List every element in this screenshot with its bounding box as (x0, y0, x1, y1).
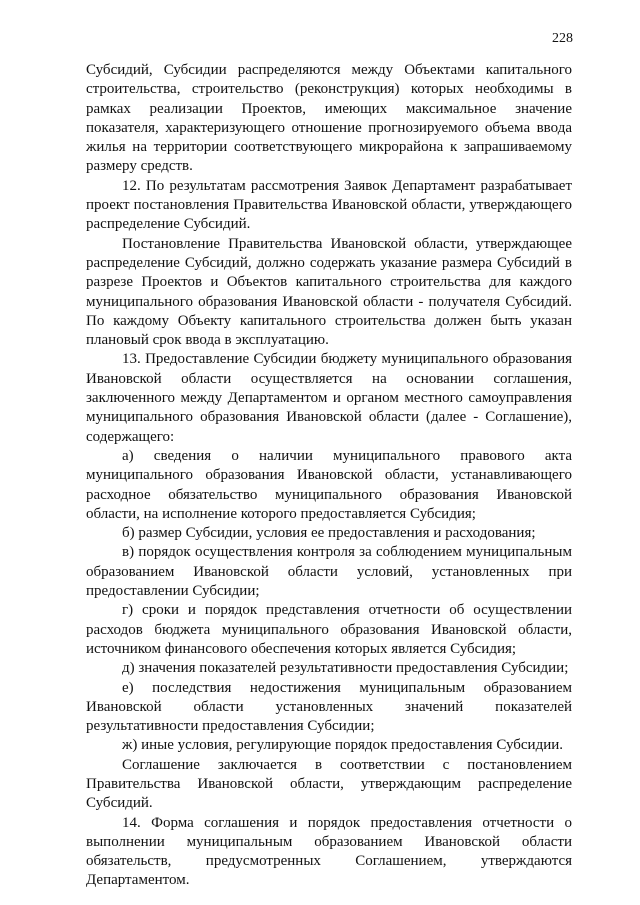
list-item-a: а) сведения о наличии муниципального правового акта муниципального образования Ивановской области, устанавливающего расходное обязательство муниципального образования Ивановской области, на исполнение которого предоставляется Субсидия; (86, 447, 572, 522)
list-item-d: д) значения показателей результативности предоставления Субсидии; (122, 660, 569, 677)
paragraph-14: 14. Форма соглашения и порядок предоставления отчетности о выполнении муниципальным образованием Ивановской области обязательств, предусмотренных Соглашением, утверждаются Департаментом. (86, 814, 572, 889)
list-item-b: б) размер Субсидии, условия ее предоставления и расходования; (122, 525, 536, 542)
list-item-zh: ж) иные условия, регулирующие порядок предоставления Субсидии. (122, 737, 564, 754)
paragraph-continuation: Субсидий, Субсидии распределяются между Объектами капитального строительства, строительство (реконструкция) которых необходимы в рамках реализации Проектов, имеющих максимальное значение показателя, характеризующего отношение прогнозируемого объема ввода жилья на территории соответствующего микрорайона к запрашиваемому размеру средств. (86, 62, 572, 175)
paragraph-12: 12. По результатам рассмотрения Заявок Департамент разрабатывает проект постановления Правительства Ивановской области, утверждающего распределение Субсидий. (86, 177, 572, 233)
list-item-e: е) последствия недостижения муниципальным образованием Ивановской области установленных значений показателей результативности предоставления Субсидии; (86, 679, 572, 735)
page-number: 228 (552, 31, 573, 46)
document-body (86, 61, 572, 891)
list-item-g: г) сроки и порядок представления отчетности об осуществлении расходов бюджета муниципального образования Ивановской области, источником финансового обеспечения которых является Субсидия; (86, 602, 572, 657)
list-item-v: в) порядок осуществления контроля за соблюдением муниципальным образованием Ивановской области условий, установленных при предоставлении Субсидии; (86, 544, 572, 600)
paragraph-resolution-content: Постановление Правительства Ивановской области, утверждающее распределение Субсидий, должно содержать указание размера Субсидий в разрезе Проектов и Объектов капитального строительства для каждого муниципального образования Ивановской области - получателя Субсидий. По каждому Объекту капитального строительства должен быть указан плановый срок ввода в эксплуатацию. (86, 235, 572, 349)
paragraph-13: 13. Предоставление Субсидии бюджету муниципального образования Ивановской области осуществляется на основании соглашения, заключенного между Департаментом и органом местного самоуправления муниципального образования Ивановской области (далее - Соглашение), содержащего: (86, 351, 572, 445)
paragraph-agreement: Соглашение заключается в соответствии с постановлением Правительства Ивановской области, утверждающим распределение Субсидий. (86, 756, 572, 812)
